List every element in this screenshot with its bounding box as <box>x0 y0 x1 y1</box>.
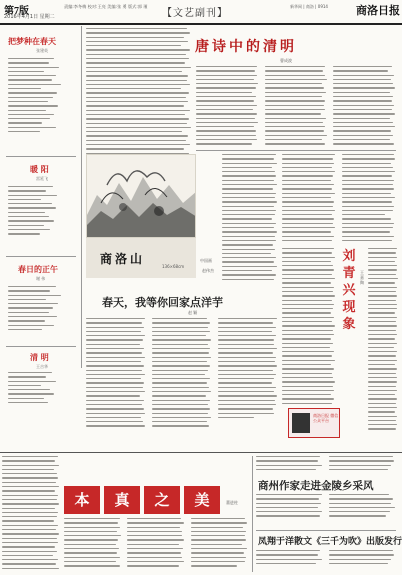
poem-title: 春日的正午 <box>18 264 58 274</box>
column-divider <box>252 456 253 572</box>
divider <box>6 346 76 347</box>
poem-author: 雷延飞 <box>36 176 48 181</box>
news-body <box>256 494 396 526</box>
top-bar <box>0 0 402 24</box>
banner-author: 董进柱 <box>226 500 238 505</box>
poem-body <box>8 372 74 414</box>
news-body <box>256 550 396 572</box>
news-headline[interactable]: 商州作家走进金陵乡采风 <box>258 480 374 492</box>
profile-author: 王嘉陶 <box>360 270 364 285</box>
banner-char: 真 <box>104 486 140 514</box>
banner-char: 之 <box>144 486 180 514</box>
divider <box>6 256 76 257</box>
header-meta: 新华网 | 商洛 | 0914 <box>290 4 328 9</box>
poem-title: 清 明 <box>30 352 49 362</box>
poem-body <box>8 286 74 342</box>
article-body <box>2 456 60 572</box>
profile-body <box>282 154 396 244</box>
banner-body <box>64 518 248 572</box>
painting-size: 136×68cm <box>162 264 185 269</box>
essay-author: 赵 颖 <box>188 310 198 315</box>
painting-artwork <box>87 155 196 238</box>
section-divider <box>0 452 402 453</box>
poem-author: 张建英 <box>36 48 48 53</box>
news-body <box>256 456 396 478</box>
painting-image <box>86 154 196 238</box>
poem-author: 王吉华 <box>36 364 48 369</box>
essay-body <box>86 318 278 450</box>
page-number: 第7版 <box>4 6 29 17</box>
editor-credits: 责编:李冬梅 校对:王亮 美编:张 勇 版式:郭 瑾 <box>64 4 148 9</box>
masthead-logo: 商洛日报 <box>356 4 400 17</box>
ad-text: 商洛日报 微信公众平台 <box>313 413 339 423</box>
painter-name: 赵伟杰 <box>202 268 214 273</box>
poem-title: 把梦种在春天 <box>8 36 56 46</box>
profile-body <box>368 248 398 430</box>
poem-author: 谢 伟 <box>36 276 46 281</box>
feature-author: 曹成波 <box>280 58 292 63</box>
feature-body <box>222 154 278 282</box>
banner-char: 本 <box>64 486 100 514</box>
feature-headline: 唐诗中的清明 <box>195 39 297 55</box>
divider <box>196 150 396 151</box>
divider <box>256 530 396 531</box>
qr-code-icon <box>292 413 310 433</box>
poem-body <box>8 186 74 248</box>
poem-title: 暖 阳 <box>30 164 49 174</box>
painting-caption: 中国画 <box>200 258 212 263</box>
poem-body <box>8 58 74 134</box>
profile-body <box>282 248 336 404</box>
feature-body <box>196 66 396 146</box>
essay-title: 春天，我等你回家点洋芋 <box>102 296 223 309</box>
painting-title: 商洛山 <box>100 252 146 266</box>
news-headline[interactable]: 凤翔于洋散文《三千为吹》出版发行 <box>258 537 402 547</box>
issue-date: 2016年4月1日 星期二 <box>4 14 55 20</box>
profile-title: 刘青兴现象 <box>342 249 356 332</box>
banner-char: 美 <box>184 486 220 514</box>
wechat-ad[interactable] <box>288 408 340 438</box>
section-title: 【文艺副刊】 <box>162 8 228 19</box>
header-rule <box>0 23 402 25</box>
divider <box>6 156 76 157</box>
